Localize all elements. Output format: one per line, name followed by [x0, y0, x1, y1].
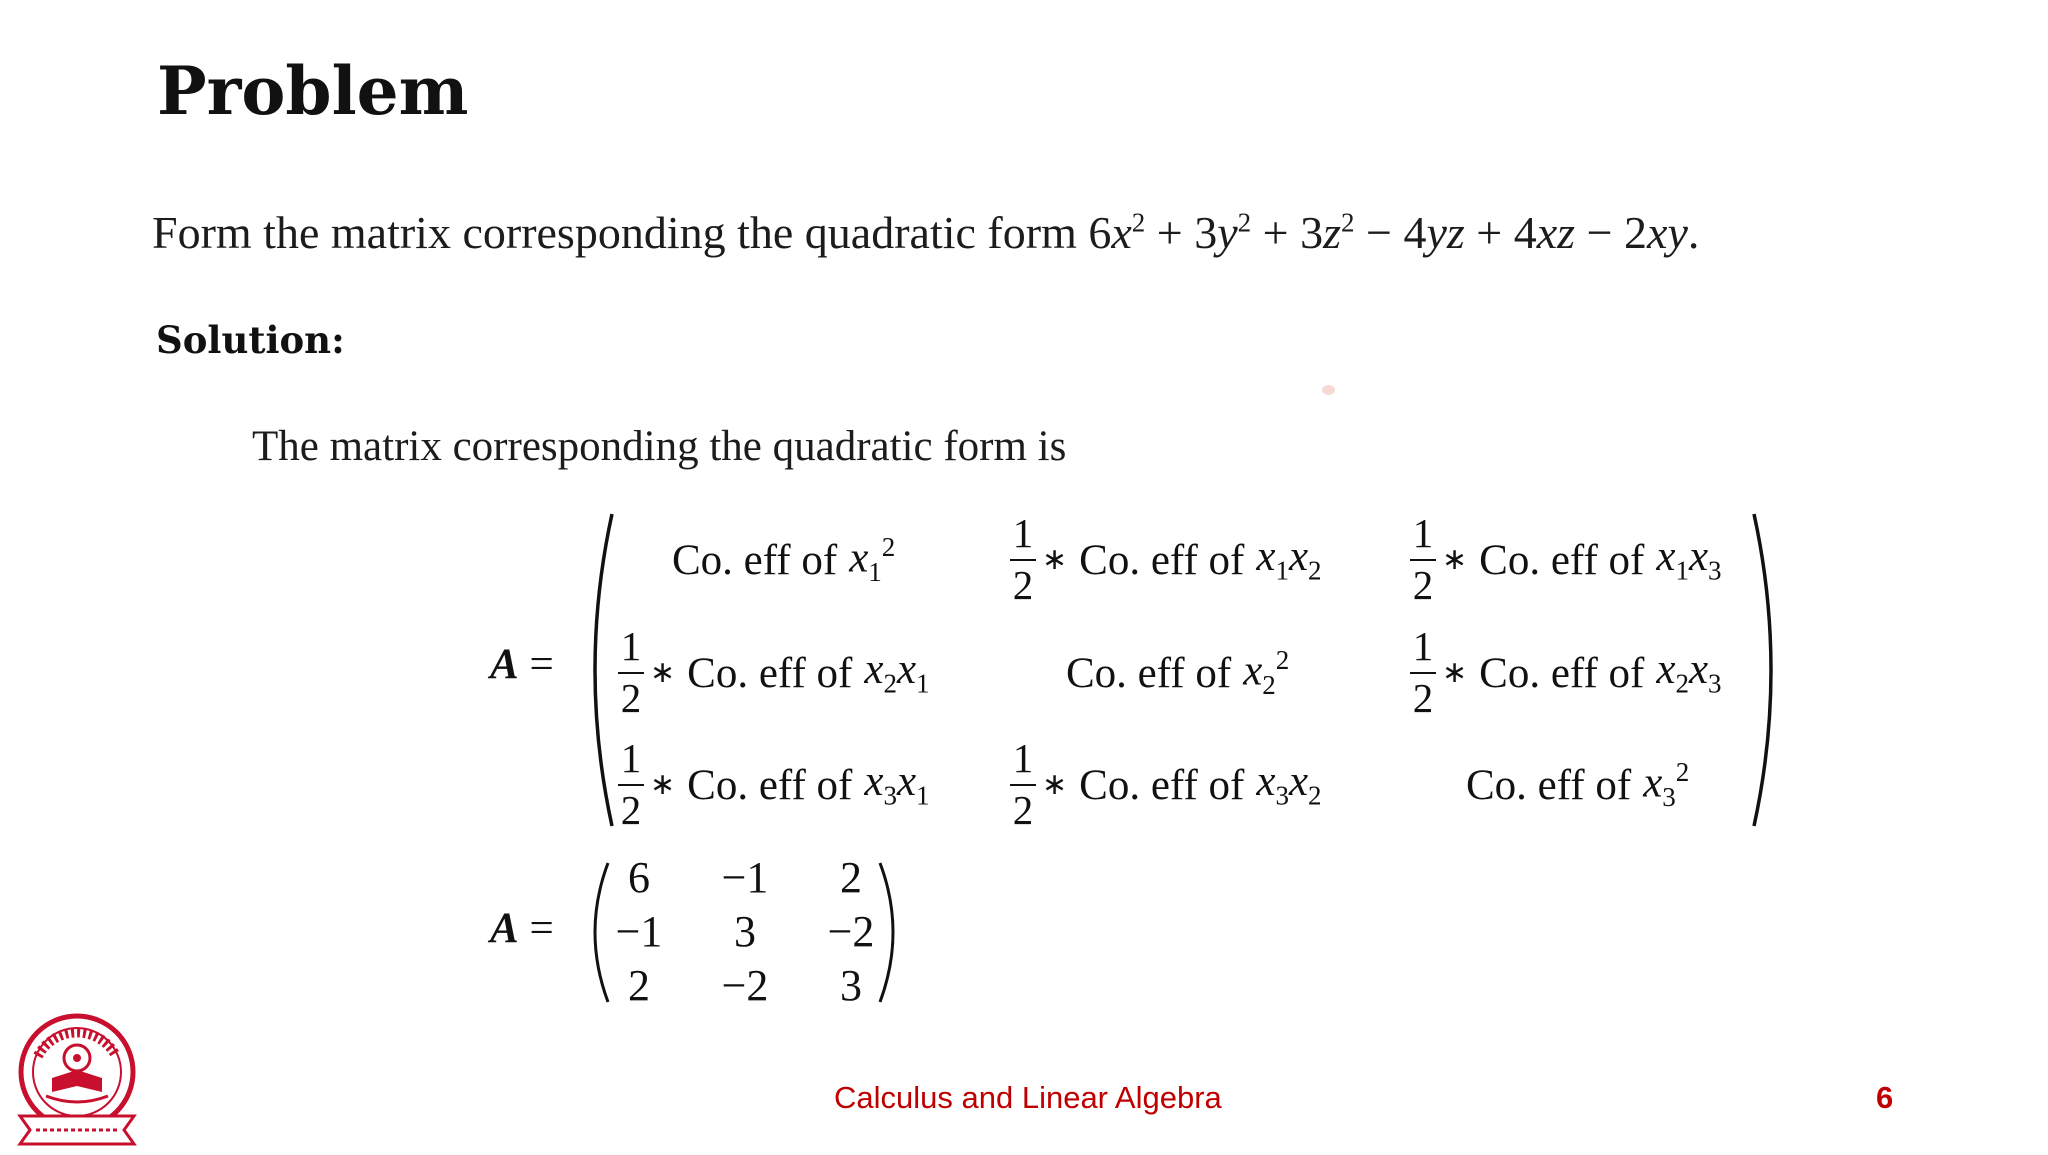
- value-cell-r3-c2: −2: [721, 961, 769, 1010]
- coeff-prefix: Co. eff of: [1466, 761, 1632, 809]
- multiply-star: ∗: [650, 656, 676, 689]
- coeff-prefix: Co. eff of: [687, 649, 853, 697]
- page-number: 6: [1876, 1080, 1894, 1115]
- coeff-term: $x_1x_2$: [1256, 533, 1322, 586]
- value-cell-r3-c1: 2: [628, 961, 650, 1010]
- problem-statement: [152, 206, 1699, 259]
- value-cell-r2-c3: −2: [827, 907, 875, 956]
- problem-text: Form the matrix corresponding the quadratic form: [152, 207, 1077, 258]
- value-cell-r1-c2: −1: [721, 853, 769, 902]
- coeff-term: $x_3x_1$: [864, 758, 930, 811]
- coeff-term: $x_1^2$: [849, 532, 896, 587]
- footer-course-name: Calculus and Linear Algebra: [834, 1080, 1222, 1115]
- half-fraction: $\frac{1}{2}$: [1410, 513, 1436, 607]
- half-fraction: $\frac{1}{2}$: [618, 738, 644, 832]
- matrix-symbol: A: [490, 905, 519, 952]
- institute-logo: [12, 1012, 142, 1155]
- coeff-cell-r2-c3: [1410, 618, 1722, 728]
- multiply-star: ∗: [650, 768, 676, 801]
- coeff-matrix-right-paren: [1748, 510, 1788, 830]
- coeff-term: $x_3x_2$: [1256, 758, 1322, 811]
- multiply-star: ∗: [1042, 543, 1068, 576]
- coeff-cell-r2-c1: [618, 618, 930, 728]
- coeff-term: $x_2^2$: [1243, 645, 1290, 700]
- value-matrix-lhs: [490, 904, 554, 953]
- matrix-symbol: A: [490, 641, 519, 688]
- multiply-star: ∗: [1442, 656, 1468, 689]
- half-fraction: $\frac{1}{2}$: [618, 626, 644, 720]
- coeff-prefix: Co. eff of: [672, 536, 838, 584]
- coeff-cell-r3-c2: [1010, 730, 1322, 840]
- coeff-term: $x_1x_3$: [1656, 533, 1722, 586]
- slide-title: Problem: [157, 52, 469, 130]
- intro-sentence: The matrix corresponding the quadratic form is: [252, 423, 1067, 470]
- coeff-term: $x_2x_1$: [864, 646, 930, 699]
- coeff-prefix: Co. eff of: [1479, 536, 1645, 584]
- coeff-matrix-left-paren: [578, 510, 618, 830]
- quadratic-form-expression: $6x^2 + 3y^2 + 3z^2 - 4yz + 4xz - 2xy$.: [1088, 207, 1700, 258]
- coeff-cell-r1-c2: [1010, 505, 1322, 615]
- coeff-prefix: Co. eff of: [1079, 761, 1245, 809]
- half-fraction: $\frac{1}{2}$: [1410, 626, 1436, 720]
- coeff-cell-r1-c3: [1410, 505, 1722, 615]
- decorative-dot: [1322, 385, 1335, 395]
- half-fraction: $\frac{1}{2}$: [1010, 738, 1036, 832]
- value-cell-r1-c3: 2: [840, 853, 862, 902]
- coeff-term: $x_3^2$: [1643, 757, 1690, 812]
- multiply-star: ∗: [1042, 768, 1068, 801]
- coeff-prefix: Co. eff of: [1066, 649, 1232, 697]
- coeff-prefix: Co. eff of: [1079, 536, 1245, 584]
- equals-sign: =: [529, 641, 554, 688]
- coeff-prefix: Co. eff of: [687, 761, 853, 809]
- solution-label: Solution:: [156, 318, 345, 362]
- half-fraction: $\frac{1}{2}$: [1010, 513, 1036, 607]
- coeff-prefix: Co. eff of: [1479, 649, 1645, 697]
- coeff-cell-r3-c3: [1466, 730, 1689, 840]
- coeff-matrix-lhs: [490, 640, 554, 689]
- coeff-term: $x_2x_3$: [1656, 646, 1722, 699]
- value-cell-r2-c1: −1: [615, 907, 663, 956]
- coeff-cell-r2-c2: [1066, 618, 1289, 728]
- value-cell-r2-c2: 3: [734, 907, 756, 956]
- equals-sign: =: [529, 905, 554, 952]
- value-cell-r3-c3: 3: [840, 961, 862, 1010]
- multiply-star: ∗: [1442, 543, 1468, 576]
- coeff-cell-r1-c1: [672, 505, 895, 615]
- coeff-cell-r3-c1: [618, 730, 930, 840]
- value-cell-r1-c1: 6: [628, 853, 650, 902]
